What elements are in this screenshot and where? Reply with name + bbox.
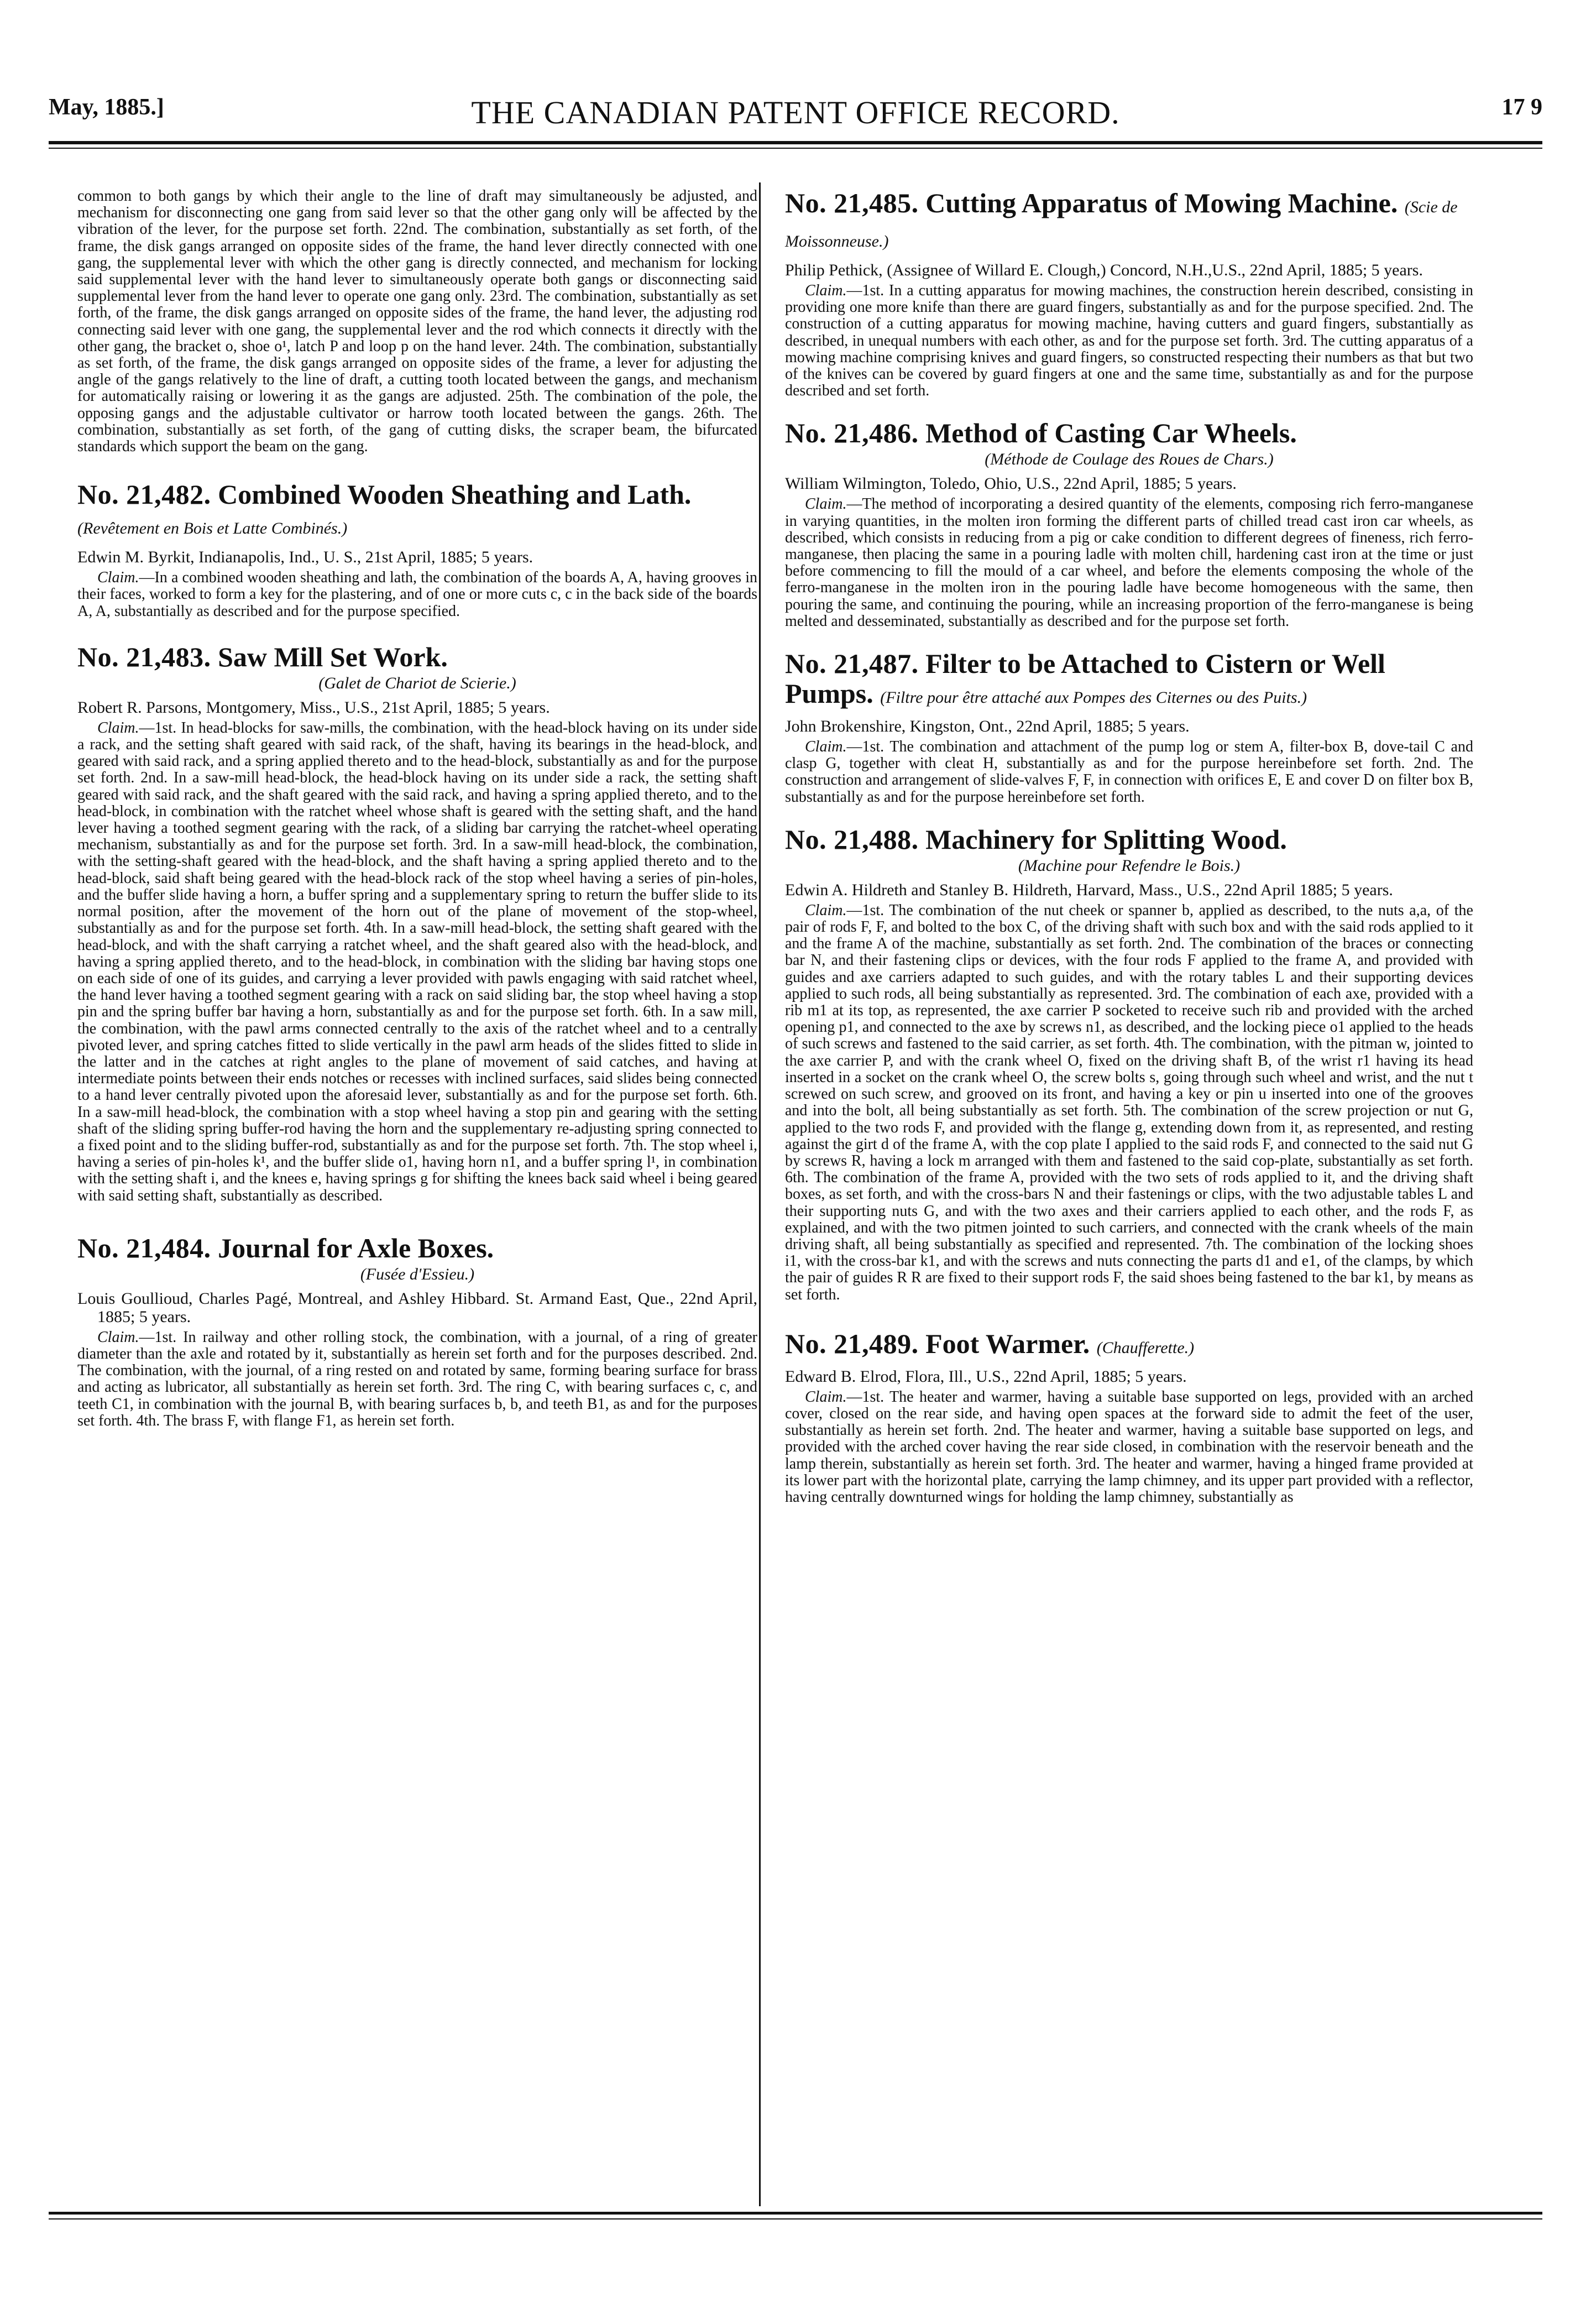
- patent-french-title: (Filtre pour être attaché aux Pompes des Citernes ou des Puits.): [880, 688, 1307, 707]
- patent-claim: [785, 283, 1473, 399]
- patent-inventor: Edward B. Elrod, Flora, Ill., U.S., 22nd April, 1885; 5 years.: [785, 1367, 1187, 1386]
- column-divider: [759, 182, 761, 2206]
- patent-french-title: (Scie de Moissonneuse.): [785, 198, 1458, 250]
- patent-name: Saw Mill Set Work.: [218, 641, 448, 672]
- patent-claim: [785, 739, 1473, 806]
- claim-label: Claim.: [805, 738, 847, 756]
- claim-label: Claim.: [805, 282, 847, 299]
- claim-text: —1st. The combination of the nut cheek or spanner b, applied as described, to the nuts a,a, of the pair of rods F, F, and bolted to the box C, of the driving shaft with such box and with the said rods applied to it and the frame A of the machine, substantially as set forth. 2nd. The combination of the braces or connecting bar N, and their fastening clips or devices, with the four rods F applied to the frame A, and provided with guides and axe carriers adapted to such guides, and with the rotary tables L and their supporting devices applied to such rods, all being substantially as represented. 3rd. The combination of each axe, provided with a rib m1 at its top, as represented, the axe carrier P socketed to receive such rib and provided with the arched opening p1, and connected to the axe by screws n1, as described, and the locking piece o1 applied to the heads of such screws and fastened to the said carrier, as set forth. 4th. The combination, with the pitman w, jointed to the axe carrier P, and with the crank wheel O, fixed on the driving shaft B, of the wrist r1 having its head inserted in a socket on the crank wheel O, the screw bolts s, going through such wheel and wrist, and the nut t screwed on such screw, and grooved on its front, and having a key or pin u inserted into one of the grooves and into the bolt, all being substantially as set forth. 5th. The combination of the screw projection or nut G, applied to the two rods F, and provided with the flange g, extending down from it, as represented, and resting against the girt d of the frame A, with the cop plate I applied to the said rods F, and connected to the said nut G by screws R, having a lock m arranged with them and fastened to the said cop-plate, substantially as set forth. 6th. The combination of the frame A, provided with the two sets of rods applied to it, and the driving shaft boxes, as set forth, and with the cross-bars N and their fastenings or clips, with the two adjustable tables L and their supporting nuts G, and with the two axes and their carriers applied to each other, and the rods F, as explained, and with the two pitmen jointed to such carriers, and connected with the crank wheels of the main driving shaft, all being substantially as specified and represented. 7th. The combination of the locking shoes i1, with the cross-bar k1, and with the screws and nuts connecting the parts d1 and e1, of the clamps, by which the pair of guides R R are fixed to their support rods F, the said shoes being fastened to the bar k1, by means as set forth.: [785, 901, 1473, 1303]
- claim-label: Claim.: [97, 719, 139, 737]
- claim-text: —In a combined wooden sheathing and lath, the combination of the boards A, A, having grooves in their faces, worked to form a key for the plastering, and of one or more cuts c, c in the back side of the boards A, A, substantially as described and for the purpose specified.: [77, 569, 757, 620]
- continued-claim-text: common to both gangs by which their angle to the line of draft may simultaneously be adjusted, and mechanism for disconnecting one gang from said lever so that the other gang only will be affected by the vibration of the lever, for the purpose set forth. 22nd. The combination, substantially as set forth, of the frame, the disk gangs arranged on opposite sides of the frame, the hand lever directly connected with one gang, the supplemental lever with which the other gang is directly connected, and mechanism for locking said supplemental lever with the hand lever to simultaneously operate both gangs or disconnecting said supplemental lever from the hand lever to operate one gang only. 23rd. The combination, substantially as set forth, of the frame, the disk gangs arranged on opposite sides of the frame, the hand lever, the adjusting rod connecting said lever with one gang, the supplemental lever and the rod which connects it directly with the other gang, the bracket o, shoe o¹, latch P and loop p on the hand lever. 24th. The combination, substantially as set forth, of the frame, the disk gangs arranged on opposite sides of the frame, a lever for adjusting the angle of the gangs relatively to the line of draft, a cutting tooth located between the gangs, and mechanism for automatically raising or lowering it as the gangs are adjusted. 25th. The combination of the pole, the opposing gangs and the adjustable cultivator or harrow tooth located between the gangs. 26th. The combination, substantially as set forth, of the gang of cutting disks, the scraper beam, the bifurcated standards which support the beam on the gang.: [77, 187, 757, 456]
- claim-text: —1st. In a cutting apparatus for mowing machines, the construction herein described, consisting in providing one more knife than there are guard fingers, substantially as and for the purpose specified. 2nd. The construction of a cutting apparatus for mowing machine, having cutters and guard fingers, substantially as described, in unequal numbers with each other, as and for the purpose set forth. 3rd. The cutting apparatus of a mowing machine comprising knives and guard fingers, so constructed respecting their numbers as that but two of the knives can be covered by guard fingers at one and the same time, substantially as and for the purpose described and set forth.: [785, 282, 1473, 400]
- patent-number: No. 21,487.: [785, 648, 919, 680]
- claim-label: Claim.: [805, 1388, 847, 1406]
- patent-name: Filter to be Attached to Cistern or Well Pumps.: [785, 648, 1385, 709]
- patent-inventor: Edwin M. Byrkit, Indianapolis, Ind., U. S., 21st April, 1885; 5 years.: [77, 548, 533, 567]
- patent-entry-21489: [785, 1329, 1473, 1506]
- patent-number: No. 21,488.: [785, 823, 919, 855]
- patent-entry-21485: [785, 188, 1473, 399]
- patent-french-title: (Galet de Chariot de Scierie.): [318, 673, 516, 692]
- claim-text: —1st. The heater and warmer, having a suitable base supported on legs, provided with an arched cover, closed on the rear side, and having open spaces at the forward side to admit the feet of the user, substantially as herein set forth. 2nd. The heater and warmer, having a suitable base supported on legs, and provided with the arched cover having the rear side closed, in combination with the reservoir beneath and the lamp therein, substantially as herein set forth. 3rd. The heater and warmer, having a hinged frame provided at its lower part with the horizontal plate, carrying the lamp chimney, and its upper part provided with a reflector, having centrally downturned wings for holding the lamp chimney, substantially as: [785, 1388, 1473, 1506]
- patent-name: Combined Wooden Sheathing and Lath.: [218, 479, 692, 510]
- patent-name: Cutting Apparatus of Mowing Machine.: [925, 187, 1398, 218]
- patent-entry-21486: [785, 418, 1473, 630]
- patent-number: No. 21,489.: [785, 1328, 919, 1359]
- issue-date: May, 1885.]: [49, 95, 164, 120]
- patent-claim: [77, 1329, 757, 1429]
- patent-claim: [77, 720, 757, 1204]
- patent-title: [785, 1329, 1473, 1363]
- patent-entry-21487: [785, 649, 1473, 806]
- patent-title: [77, 1233, 757, 1263]
- claim-label: Claim.: [97, 1328, 139, 1346]
- header-rule: [49, 141, 1542, 144]
- patent-number: No. 21,486.: [785, 417, 919, 449]
- patent-entry-21484: [77, 1233, 757, 1429]
- patent-title: [785, 188, 1473, 257]
- header-rule-thin: [49, 148, 1542, 149]
- right-column: [785, 188, 1473, 1506]
- patent-name: Foot Warmer.: [925, 1328, 1090, 1359]
- patent-claim: [785, 496, 1473, 630]
- publication-title: THE CANADIAN PATENT OFFICE RECORD.: [471, 95, 1120, 130]
- patent-title: [785, 649, 1473, 713]
- claim-text: —The method of incorporating a desired quantity of the elements, composing rich ferro-manganese in varying quantities, in the molten iron forming the different parts of chilled tread cast iron car wheels, as described, which consists in reducing from a pig or cake condition to different degrees of fineness, rich ferro-manganese, then placing the same in a pouring ladle with molten chill, hardening cast iron at the time or just before commencing to fill the mould of a car wheel, and before the elements composing the whole of the ferro-manganese in the molten iron in the pouring ladle have become homogeneous with the same, then pouring the same, and continuing the pouring, while an increasing proportion of the ferro-manganese is being melted and desseminated, substantially as described and for the purpose set forth.: [785, 495, 1473, 630]
- page-header: [49, 94, 1542, 133]
- patent-number: No. 21,483.: [77, 641, 211, 672]
- patent-entry-21488: [785, 824, 1473, 1303]
- claim-text: —1st. In head-blocks for saw-mills, the combination, with the head-block having on its under side a rack, and the setting shaft geared with said rack, of the shaft, having its bearings in the head-block, and geared with said rack, and a spring applied thereto and to the head-block, substantially as and for the purpose set forth. 2nd. In a saw-mill head-block, the head-block having on its under side a rack, the setting shaft geared with said rack, and the shaft geared with the said rack, and having a spring applied thereto, and to the head-block, in combination with the ratchet wheel whose shaft is geared with the setting shaft, and the hand lever having a toothed segment gearing with the rack, of a sliding bar carrying the ratchet-wheel operating mechanism, substantially as and for the purpose set forth. 3rd. In a saw-mill head-block, the combination, with the setting-shaft geared with the head-block, and the shaft having a spring applied thereto and to the head-block, said shaft being geared with the head-block rack of the stop wheel having a series of pin-holes, and the buffer slide having a horn, a buffer spring and a supplementary spring to return the buffer slide to its normal position, after the movement of the horn out of the plane of movement of the stop-wheel, substantially as and for the purpose set forth. 4th. In a saw-mill head-block, the setting shaft geared with the head-block, and with the shaft carrying a ratchet wheel, and the shaft geared also with the head-block, and having a spring applied thereto, and to the head-block, in combination with the sliding bar having stops one on each side of one of its guides, and carrying a lever provided with pawls engaging with said ratchet wheel, the hand lever having a toothed segment gearing with a rack on said sliding bar, the stop wheel having a stop pin and the spring buffer bar having a horn, substantially as and for the purpose set forth. 6th. In a saw mill, the combination, with the pawl arms connected centrally to the axis of the ratchet wheel and to a centrally pivoted lever, and spring catches fitted to slide vertically in the pawl arm heads of the slides fitted to slide in the latter and in the catches at right angles to the plane of movement of said catches, and having at intermediate points between their ends notches or recesses with inclined surfaces, said slides being connected to a hand lever centrally pivoted upon the aforesaid lever, substantially as and for the purpose set forth. 6th. In a saw-mill head-block, the combination with a stop wheel having a stop pin and gearing with the setting shaft of the sliding spring buffer-rod having the horn and the supplementary re-adjusting spring connected to a fixed point and to the sliding buffer-rod, substantially as and for the purpose set forth. 7th. The stop wheel i, having a series of pin-holes k¹, and the buffer slide o1, having horn n1, and a buffer spring l¹, in combination with the setting shaft i, and the knees e, having springs g for shifting the knees back said wheel i being geared with said setting shaft, substantially as described.: [77, 719, 757, 1204]
- footer-rule: [49, 2212, 1542, 2215]
- patent-claim: [785, 902, 1473, 1303]
- patent-name: Machinery for Splitting Wood.: [925, 823, 1287, 855]
- patent-inventor: Edwin A. Hildreth and Stanley B. Hildreth, Harvard, Mass., U.S., 22nd April 1885; 5 years.: [785, 880, 1393, 899]
- footer-rule-thin: [49, 2218, 1542, 2219]
- page-number: 17 9: [1501, 95, 1542, 120]
- left-column: [77, 188, 757, 1429]
- patent-claim: [77, 570, 757, 620]
- claim-text: —1st. The combination and attachment of the pump log or stem A, filter-box B, dove-tail C and clasp G, together with cleat H, substantially as and for the purpose hereinbefore set forth. 2nd. The construction and arrangement of slide-valves F, F, in connection with orifices E, E and cover D on filter box B, substantially as and for the purpose hereinbefore set forth.: [785, 738, 1473, 806]
- patent-number: No. 21,482.: [77, 479, 211, 510]
- patent-name: Journal for Axle Boxes.: [218, 1232, 494, 1263]
- patent-number: No. 21,485.: [785, 187, 919, 218]
- patent-inventor: William Wilmington, Toledo, Ohio, U.S., 22nd April, 1885; 5 years.: [785, 474, 1237, 493]
- claim-label: Claim.: [805, 495, 847, 513]
- patent-french-title: (Machine pour Refendre le Bois.): [1018, 856, 1241, 875]
- patent-french-title: (Fusée d'Essieu.): [360, 1265, 475, 1283]
- patent-inventor: John Brokenshire, Kingston, Ont., 22nd April, 1885; 5 years.: [785, 717, 1190, 736]
- patent-entry-21483: [77, 642, 757, 1204]
- patent-french-title: (Revêtement en Bois et Latte Combinés.): [77, 519, 348, 538]
- patent-title: [785, 824, 1473, 854]
- patent-entry-21482: [77, 479, 757, 620]
- patent-title: [785, 418, 1473, 448]
- claim-label: Claim.: [805, 901, 847, 919]
- patent-french-title: (Méthode de Coulage des Roues de Chars.): [985, 450, 1274, 469]
- patent-inventor: Louis Goullioud, Charles Pagé, Montreal, and Ashley Hibbard. St. Armand East, Que., 22nd April, 1885; 5 years.: [77, 1289, 757, 1326]
- claim-text: —1st. In railway and other rolling stock, the combination, with a journal, of a ring of greater diameter than the axle and rotated by it, substantially as herein set forth and for the purposes described. 2nd. The combination, with the journal, of a ring rested on and rotated by same, forming bearing surface for brass and acting as lubricator, all substantially as herein set forth. 3rd. The ring C, with bearing surfaces c, c, and teeth C1, in combination with the journal B, with bearing surfaces b, b, and teeth B1, as and for the purposes set forth. 4th. The brass F, with flange F1, as herein set forth.: [77, 1328, 757, 1429]
- patent-title: [77, 479, 757, 544]
- claim-label: Claim.: [97, 569, 139, 587]
- patent-claim: [785, 1389, 1473, 1506]
- patent-number: No. 21,484.: [77, 1232, 211, 1263]
- patent-inventor: Robert R. Parsons, Montgomery, Miss., U.S., 21st April, 1885; 5 years.: [77, 698, 550, 717]
- patent-inventor: Philip Pethick, (Assignee of Willard E. Clough,) Concord, N.H.,U.S., 22nd April, 1885; 5 years.: [785, 261, 1423, 279]
- patent-name: Method of Casting Car Wheels.: [925, 417, 1297, 449]
- patent-title: [77, 642, 757, 672]
- patent-french-title: (Chaufferette.): [1096, 1338, 1195, 1357]
